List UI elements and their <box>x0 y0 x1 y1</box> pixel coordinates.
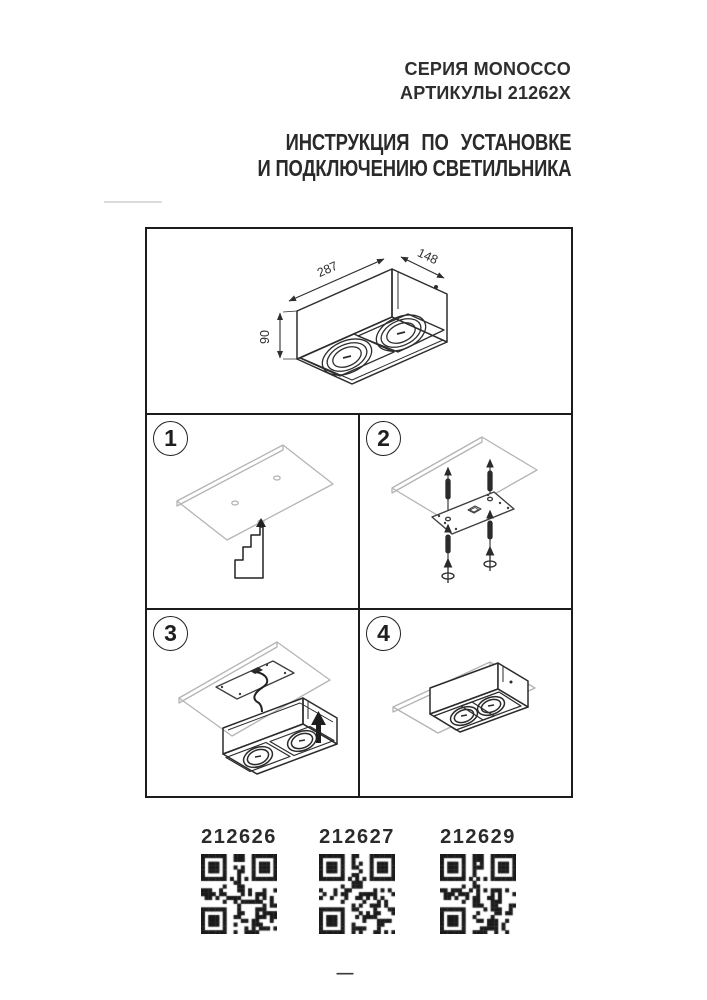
page-title <box>257 129 571 181</box>
dimension-label-length: 287 <box>314 258 340 280</box>
article-code: 212627 <box>319 826 395 848</box>
step-cell-3 <box>147 610 358 796</box>
article-block <box>418 826 538 934</box>
article-code: 212626 <box>201 826 277 848</box>
article-block <box>297 826 417 934</box>
overview-panel <box>147 229 571 413</box>
series-name: СЕРИЯ MONOCCO <box>404 59 571 79</box>
qr-code <box>440 854 516 934</box>
fixture-box <box>430 663 528 732</box>
title-line-1: ИНСТРУКЦИЯ ПО УСТАНОВКЕ <box>285 129 571 155</box>
step-number-badge: 3 <box>153 616 188 651</box>
qr-code <box>319 854 395 934</box>
fixture-isometric-drawing <box>147 229 571 413</box>
step-cell-1 <box>147 415 358 608</box>
scan-artifact-line <box>104 201 162 203</box>
dimension-label-height: 90 <box>258 330 272 344</box>
dimension-label-width: 148 <box>415 245 441 268</box>
article-series-code: АРТИКУЛЫ 21262X <box>400 83 571 103</box>
step-number-badge: 1 <box>153 421 188 456</box>
page-mark: — <box>336 963 354 982</box>
article-code: 212629 <box>440 826 516 848</box>
title-line-2: И ПОДКЛЮЧЕНИЮ СВЕТИЛЬНИКА <box>257 155 571 181</box>
diagram-frame <box>145 227 573 798</box>
step-number-badge: 4 <box>366 616 401 651</box>
step-cell-4 <box>360 610 573 796</box>
step-number-badge: 2 <box>366 421 401 456</box>
header-block <box>400 57 571 105</box>
qr-code <box>201 854 277 934</box>
step-cell-2 <box>360 415 573 608</box>
article-block <box>179 826 299 934</box>
